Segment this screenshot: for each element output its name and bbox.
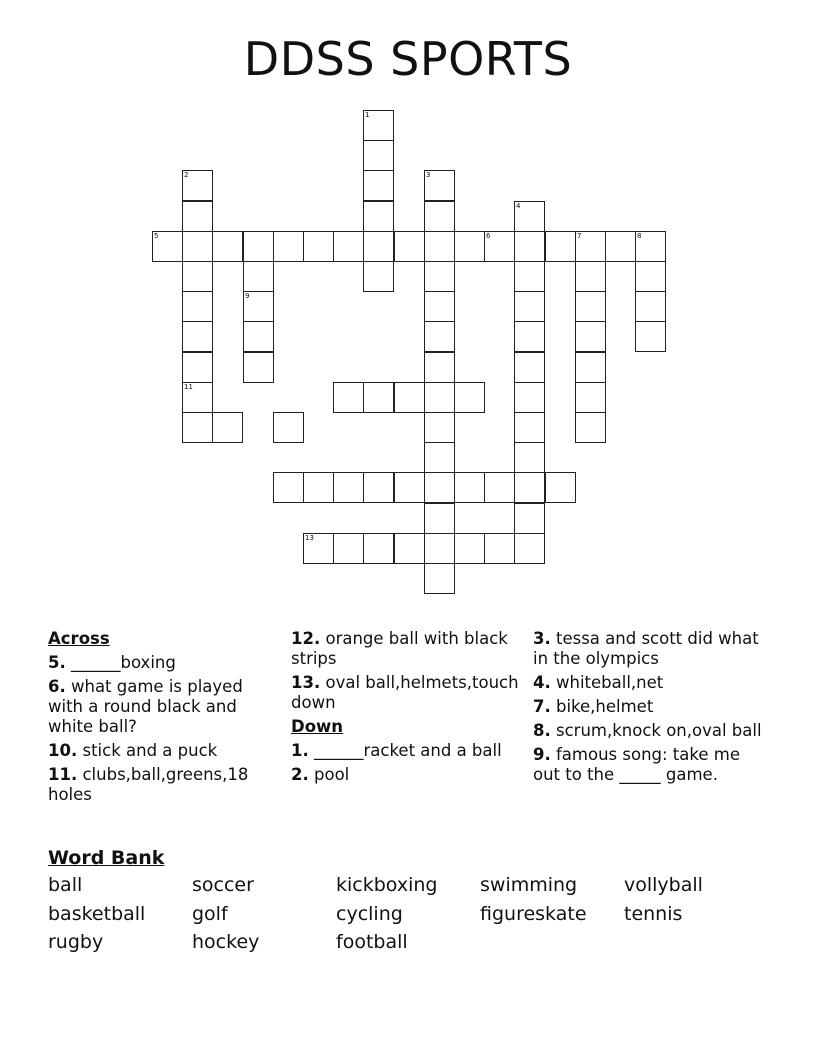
word-bank-row — [48, 930, 768, 959]
clue-item-text: ______boxing — [65, 653, 176, 672]
clue-item-text: ______racket and a ball — [308, 741, 502, 760]
grid-cell[interactable] — [363, 140, 394, 171]
clue-item-text: oval ball,helmets,touch down — [291, 673, 519, 712]
clue-item — [533, 673, 763, 693]
clues-column-1 — [48, 629, 278, 809]
grid-cell[interactable] — [514, 291, 545, 322]
clue-item-text: tessa and scott did what in the olympics — [533, 629, 759, 668]
clue-number: 9 — [245, 292, 250, 300]
grid-cell[interactable] — [424, 412, 455, 443]
clue-item — [291, 629, 521, 669]
grid-cell[interactable] — [363, 110, 394, 141]
down-heading: Down — [291, 717, 344, 736]
grid-cell[interactable] — [182, 201, 213, 232]
grid-cell[interactable] — [273, 472, 304, 503]
clue-item-number: 6. — [48, 677, 66, 696]
grid-cell[interactable] — [182, 382, 213, 413]
clue-item — [291, 673, 521, 713]
word-bank-word: golf — [192, 902, 228, 925]
grid-cell[interactable] — [605, 231, 636, 262]
clue-item-text: whiteball,net — [550, 673, 664, 692]
grid-cell[interactable] — [514, 261, 545, 292]
grid-cell[interactable] — [424, 291, 455, 322]
clue-item-number: 5. — [48, 653, 66, 672]
word-bank-word: tennis — [624, 902, 683, 925]
clue-item-text: what game is played with a round black and white ball? — [48, 677, 243, 736]
grid-cell[interactable] — [243, 231, 274, 262]
grid-cell[interactable] — [394, 231, 425, 262]
clue-item-text: stick and a puck — [77, 741, 218, 760]
clue-item — [291, 741, 521, 761]
word-bank-word: ball — [48, 874, 83, 896]
page-title: DDSS SPORTS — [243, 32, 573, 86]
clue-item-number: 10. — [48, 741, 78, 760]
grid-cell[interactable] — [424, 472, 455, 503]
grid-cell[interactable] — [273, 412, 304, 443]
clue-number: 6 — [486, 232, 491, 240]
grid-cell[interactable] — [363, 472, 394, 503]
clue-number: 7 — [577, 232, 582, 240]
grid-cell[interactable] — [514, 382, 545, 413]
grid-cell[interactable] — [514, 231, 545, 262]
word-bank — [48, 873, 768, 959]
grid-cell[interactable] — [514, 472, 545, 503]
across-heading: Across — [48, 629, 110, 648]
clue-item-number: 9. — [533, 745, 551, 764]
grid-cell[interactable] — [424, 503, 455, 534]
grid-cell[interactable] — [484, 533, 515, 564]
clue-number: 1 — [365, 111, 370, 119]
grid-cell[interactable] — [182, 261, 213, 292]
grid-cell[interactable] — [243, 352, 274, 383]
grid-cell[interactable] — [424, 231, 455, 262]
grid-cell[interactable] — [635, 291, 666, 322]
clue-number: 11 — [184, 383, 193, 391]
word-bank-word: football — [336, 931, 408, 953]
clue-item-number: 3. — [533, 629, 551, 648]
clue-item-number: 1. — [291, 741, 309, 760]
grid-cell[interactable] — [424, 321, 455, 352]
grid-cell[interactable] — [333, 382, 364, 413]
grid-cell[interactable] — [243, 291, 274, 322]
grid-cell[interactable] — [333, 231, 364, 262]
grid-cell[interactable] — [635, 261, 666, 292]
grid-cell[interactable] — [182, 231, 213, 262]
clue-item — [291, 765, 521, 785]
grid-cell[interactable] — [545, 231, 576, 262]
clue-item — [48, 765, 278, 805]
clue-item — [533, 629, 763, 669]
clue-item — [533, 745, 763, 785]
clue-item-text: orange ball with black strips — [291, 629, 508, 668]
clue-item-number: 2. — [291, 765, 309, 784]
grid-cell[interactable] — [303, 472, 334, 503]
clues-column-3 — [533, 629, 763, 789]
grid-cell[interactable] — [212, 231, 243, 262]
grid-cell[interactable] — [363, 533, 394, 564]
clue-item-number: 8. — [533, 721, 551, 740]
grid-cell[interactable] — [514, 412, 545, 443]
clue-item — [48, 677, 278, 737]
grid-cell[interactable] — [635, 321, 666, 352]
clue-item-number: 11. — [48, 765, 78, 784]
grid-cell[interactable] — [575, 382, 606, 413]
grid-cell[interactable] — [575, 352, 606, 383]
grid-cell[interactable] — [454, 382, 485, 413]
grid-cell[interactable] — [575, 231, 606, 262]
clue-number: 8 — [637, 232, 642, 240]
grid-cell[interactable] — [514, 321, 545, 352]
grid-cell[interactable] — [514, 442, 545, 473]
word-bank-word: figureskate — [480, 902, 587, 925]
grid-cell[interactable] — [514, 533, 545, 564]
word-bank-word: basketball — [48, 902, 146, 925]
grid-cell[interactable] — [394, 472, 425, 503]
word-bank-word: hockey — [192, 931, 260, 953]
grid-cell[interactable] — [152, 231, 183, 262]
grid-cell[interactable] — [514, 352, 545, 383]
clue-item-text: bike,helmet — [550, 697, 654, 716]
grid-cell[interactable] — [575, 291, 606, 322]
grid-cell[interactable] — [363, 382, 394, 413]
grid-cell[interactable] — [182, 321, 213, 352]
clue-number: 3 — [426, 171, 431, 179]
grid-cell[interactable] — [424, 442, 455, 473]
grid-cell[interactable] — [394, 382, 425, 413]
clue-item-number: 12. — [291, 629, 321, 648]
grid-cell[interactable] — [182, 170, 213, 201]
grid-cell[interactable] — [424, 563, 455, 594]
grid-cell[interactable] — [424, 201, 455, 232]
word-bank-row — [48, 873, 768, 902]
grid-cell[interactable] — [484, 231, 515, 262]
grid-cell[interactable] — [363, 231, 394, 262]
clue-item-number: 4. — [533, 673, 551, 692]
grid-cell[interactable] — [484, 472, 515, 503]
grid-cell[interactable] — [303, 231, 334, 262]
grid-cell[interactable] — [303, 533, 334, 564]
grid-cell[interactable] — [514, 503, 545, 534]
clue-item-text: pool — [308, 765, 350, 784]
clue-number: 5 — [154, 232, 159, 240]
grid-cell[interactable] — [635, 231, 666, 262]
grid-cell[interactable] — [424, 533, 455, 564]
clue-item — [533, 721, 763, 741]
clue-number: 4 — [516, 202, 521, 210]
grid-cell[interactable] — [363, 261, 394, 292]
word-bank-word: vollyball — [624, 874, 703, 896]
clue-item-number: 7. — [533, 697, 551, 716]
grid-cell[interactable] — [243, 321, 274, 352]
grid-cell[interactable] — [243, 261, 274, 292]
grid-cell[interactable] — [454, 533, 485, 564]
grid-cell[interactable] — [333, 533, 364, 564]
grid-cell[interactable] — [545, 472, 576, 503]
grid-cell[interactable] — [212, 412, 243, 443]
grid-cell[interactable] — [575, 261, 606, 292]
clues-column-2 — [291, 629, 521, 789]
grid-cell[interactable] — [182, 412, 213, 443]
grid-cell[interactable] — [424, 261, 455, 292]
word-bank-word: soccer — [192, 874, 254, 896]
clue-item — [48, 653, 278, 673]
grid-cell[interactable] — [575, 412, 606, 443]
grid-cell[interactable] — [363, 170, 394, 201]
grid-cell[interactable] — [333, 472, 364, 503]
clue-item-text: famous song: take me out to the _____ game. — [533, 745, 740, 784]
grid-cell[interactable] — [363, 201, 394, 232]
word-bank-title: Word Bank — [48, 847, 165, 869]
grid-cell[interactable] — [424, 352, 455, 383]
word-bank-word: kickboxing — [336, 874, 438, 896]
word-bank-word: rugby — [48, 931, 104, 953]
grid-cell[interactable] — [182, 352, 213, 383]
word-bank-row — [48, 902, 768, 931]
clue-item-number: 13. — [291, 673, 321, 692]
word-bank-word: swimming — [480, 874, 578, 896]
grid-cell[interactable] — [424, 170, 455, 201]
clue-number: 2 — [184, 171, 189, 179]
grid-cell[interactable] — [182, 291, 213, 322]
grid-cell[interactable] — [575, 321, 606, 352]
clue-number: 13 — [305, 534, 314, 542]
grid-cell[interactable] — [454, 231, 485, 262]
grid-cell[interactable] — [273, 231, 304, 262]
grid-cell[interactable] — [394, 533, 425, 564]
clue-item — [533, 697, 763, 717]
clue-item-text: scrum,knock on,oval ball — [550, 721, 762, 740]
grid-cell[interactable] — [514, 201, 545, 232]
clue-item-text: clubs,ball,greens,18 holes — [48, 765, 249, 804]
word-bank-word: cycling — [336, 902, 403, 925]
grid-cell[interactable] — [454, 472, 485, 503]
grid-cell[interactable] — [424, 382, 455, 413]
clue-item — [48, 741, 278, 761]
